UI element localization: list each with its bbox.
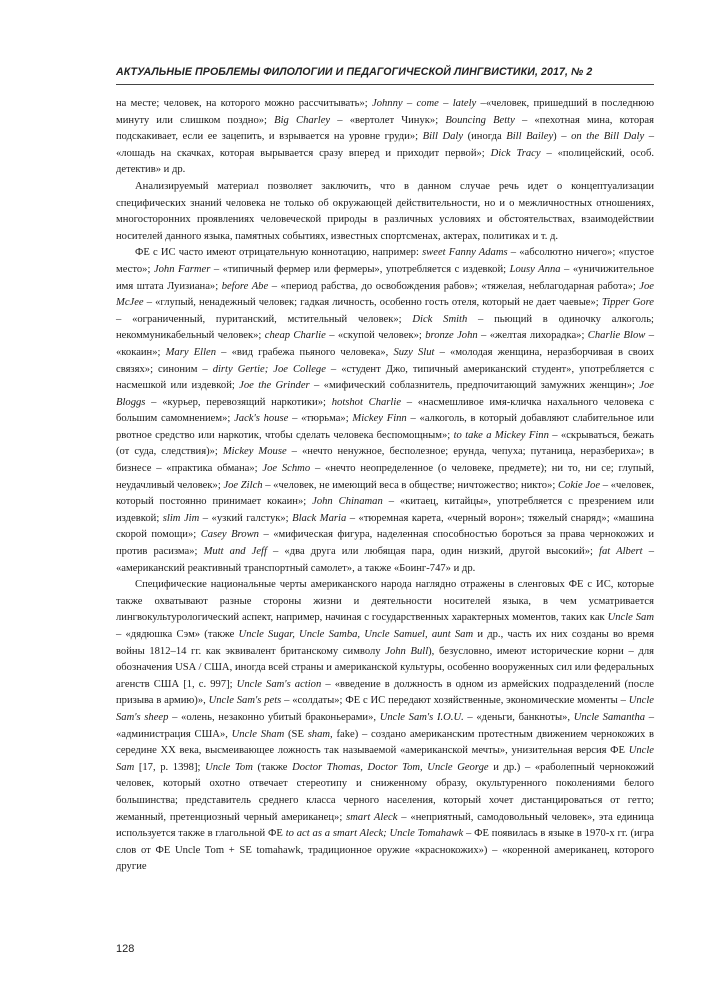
body-paragraph [116, 577, 654, 876]
italic-phrase: Mickey Mouse [222, 446, 287, 458]
page-number: 128 [116, 943, 135, 955]
italic-phrase: slim Jim [162, 512, 200, 524]
text-run: – «китаец, китайцы», употребляется с презрением или издевкой; [116, 496, 654, 524]
italic-phrase: Uncle Sam [607, 612, 654, 624]
italic-phrase: Uncle Sugar, Uncle Samba, Uncle Samuel, aunt Sam [238, 629, 474, 640]
text-run: – «деньги, банкноты», [463, 711, 574, 723]
text-run: – «администрация США», [116, 711, 655, 740]
text-run: (также [252, 761, 293, 773]
text-run: – «период рабства, до освобождения рабов»; «тяжелая, неблагодарная работа»; [268, 280, 640, 292]
text-run: – ФЕ появилась в языке в 1970-х гг. (игра слов от ФЕ Uncle Tom + SE tomahawk, традиционное оружие «краснокожих») – «коренной американец, которого другие [116, 828, 654, 873]
text-run: – «введение в должность в одном из армейских подразделений (после призыва в армию)», [116, 678, 654, 707]
italic-phrase: on the Bill Daly [571, 131, 645, 143]
italic-phrase: Doctor Thomas, Doctor Tom, Uncle George [292, 761, 489, 773]
italic-phrase: Casey Brown [200, 529, 259, 541]
text-run: – «вертолет Чинук»; [330, 114, 446, 126]
text-run: – «вид грабежа пьяного человека», [216, 346, 394, 358]
italic-phrase: hotshot Charlie [331, 396, 402, 408]
text-run: – «человек, который постоянно принимает кокаин»; [116, 479, 654, 508]
text-run: – пьющий в одиночку алкоголь; некоммуникабельный человек»; [116, 313, 654, 342]
text-run: – «глупый, ненадежный человек; гадкая личность, особенно гость отеля, который не дает чаевые»; [143, 297, 602, 309]
text-run: – «типичный фермер или фермеры», употребляется с издевкой; [210, 263, 510, 275]
text-run: – «ограниченный, пуританский, мстительный человек»; [116, 313, 413, 325]
text-run: – «уничижительное имя штата Луизиана»; [116, 263, 655, 292]
italic-phrase: fat Albert [599, 546, 643, 558]
italic-phrase: Suzy Slut [393, 346, 435, 358]
text-run: – «американский реактивный транспортный самолет», а также «Боинг-747» и др. [116, 546, 654, 574]
italic-phrase: Johnny – come – lately [372, 98, 477, 109]
italic-phrase: Tipper Gore [601, 297, 655, 309]
italic-phrase: Uncle Sam's action [236, 678, 322, 690]
italic-phrase: Uncle Sam [116, 745, 654, 773]
italic-phrase: bronze John [425, 330, 478, 342]
text-run: – «узкий галстук»; [199, 512, 293, 524]
italic-phrase: Lousy Anna [509, 263, 561, 275]
text-run: – «нечто неопределенное (о человеке, предмете); ни то, ни се; глупый, неудачливый человек»; [116, 463, 655, 491]
italic-phrase: Uncle Samantha [573, 711, 646, 723]
header-rule [116, 84, 654, 85]
italic-phrase: Mutt and Jeff [203, 546, 267, 558]
italic-phrase: to act as a smart Aleck; Uncle Tomahawk [285, 828, 464, 840]
text-run: и др.) – «раболепный чернокожий человек, который охотно отвечает стереотипу и сниженному образу, окультуренного поколениями белого большинства; представитель среднего класса черного населения, который хочет дистанцироваться от гетто; жеманный, претенциозный черный американец»; [116, 761, 655, 823]
text-run: – «неприятный, самодовольный человек», эта единица используется также в глагольной ФЕ [116, 811, 654, 840]
text-run: – «молодая женщина, неразборчивая в своих связях»; синоним – [116, 346, 654, 375]
text-run: – «алкоголь, в который добавляют слабительное или рвотное средство или наркотик, чтобы сделать человека беспомощным»; [116, 413, 654, 441]
text-run: – «насмешливое имя-кличка нахального человека с большим самомнением»; [116, 396, 654, 425]
italic-phrase: Uncle Sam's pets [208, 695, 282, 707]
text-run: – «тюремная карета, «черный ворон»; тяжелый снаряд»; «машина скорой помощи»; [116, 512, 654, 541]
text-run: ), безусловно, имеют исторические корни – для обозначения USA / США, иногда всей страны и американской культуры, особенно вооруженных сил или федеральных агенств США [1, с. 997]; [116, 645, 654, 690]
italic-phrase: John Bull [385, 645, 429, 657]
text-run: – «абсолютно ничего»; «пустое место»; [116, 247, 655, 275]
text-run: – «олень, незаконно убитый браконьерами», [168, 711, 380, 723]
article-body [116, 96, 654, 876]
italic-phrase: to take a Mickey Finn [453, 429, 549, 441]
italic-phrase: dirty Gertie; Joe College [212, 363, 326, 375]
italic-phrase: Black Maria [292, 512, 347, 524]
text-run: – «два друга или любящая пара, один низкий, другой высокий»; [266, 546, 600, 558]
body-paragraph [116, 96, 654, 179]
text-run: –«человек, пришедший в последнюю минуту или слишком поздно»; [116, 98, 655, 126]
italic-phrase: Joe Schmo [262, 463, 311, 475]
italic-phrase: Cokie Joe [557, 479, 601, 491]
text-run: – «полицейский, особ. детектив» и др. [116, 147, 654, 176]
text-run: на месте; человек, на которого можно рассчитывать»; [116, 98, 372, 109]
text-run: fake) – создано американским протестным движением чернокожих в середине XX века, высмеивающее ложность так называемой «американской мечты», унизительная версия ФЕ [116, 728, 655, 757]
text-run: – «человек, не имеющий веса в обществе; ничтожество; никто»; [262, 479, 558, 491]
text-run: – «кокаин»; [116, 330, 655, 358]
italic-phrase: Bouncing Betty [445, 114, 515, 126]
italic-phrase: Big Charley [274, 114, 331, 126]
text-run: – «солдаты»; ФЕ с ИС передают хозяйственные, экономические моменты – [281, 695, 629, 707]
italic-phrase: Uncle Sham [231, 728, 285, 740]
text-run: – «нечто ненужное, бесполезное; ерунда, чепуха; путаница, неразбериха»; в бизнесе – «практика обмана»; [116, 446, 654, 475]
text-run: Специфические национальные черты американского народа наглядно отражены в сленговых ФЕ с ИС, которые также охватывают разные стороны жизни и деятельности носителей языка, в чем усматривается лингвокультурологический аспект, например, начиная с государственных характерных моментов, таких как [116, 579, 654, 624]
text-run: ) – [553, 131, 572, 143]
text-run: – «дядюшка Сэм» (также [116, 629, 239, 640]
italic-phrase: Uncle Sam's sheep [116, 695, 654, 723]
text-run: (иногда [463, 131, 507, 143]
italic-phrase: John Farmer [153, 263, 211, 275]
text-run: – «тюрьма»; [288, 413, 353, 425]
text-run: [17, p. 1398]; [134, 761, 206, 773]
italic-phrase: Charlie Blow [587, 330, 646, 342]
italic-phrase: Joe the Grinder [239, 380, 310, 392]
text-run: – «мифический соблазнитель, предпочитающий замужних женщин»; [309, 380, 640, 392]
italic-phrase: John Chinaman [312, 496, 383, 508]
text-run: Анализируемый материал позволяет заключить, что в данном случае речь идет о концептуализации специфических знаний человека не только об окружающей действительности, но и о межличностных отношениях, многосторонних проявлениях человеческой природы в различных условиях и обстоятельствах, взаимодействии носителей данного языка, памятных событиях, известных спортсменах, актерах, политиках и т. д. [116, 180, 654, 242]
text-run: (SE [284, 728, 308, 740]
body-paragraph [116, 245, 654, 577]
italic-phrase: Bill Bailey [506, 131, 554, 143]
text-run: – «пехотная мина, которая подскакивает, если ее зацепить, и взрывается на уровне груди»; [116, 114, 654, 143]
italic-phrase: Mary Ellen [165, 346, 217, 358]
text-run: – «скрываться, бежать (от суда, следствия)»; [116, 429, 654, 458]
text-run: – «желтая лихорадка»; [477, 330, 588, 342]
journal-running-header: АКТУАЛЬНЫЕ ПРОБЛЕМЫ ФИЛОЛОГИИ И ПЕДАГОГИЧЕСКОЙ ЛИНГВИСТИКИ, 2017, № 2 [116, 66, 593, 78]
italic-phrase: Dick Smith [412, 313, 468, 325]
text-run: – «лошадь на скачках, которая вырывается сразу вперед и приходит первой»; [116, 131, 655, 159]
text-run: – «скупой человек»; [325, 330, 426, 342]
italic-phrase: smart Aleck [346, 811, 398, 823]
text-run: – «студент Джо, типичный американский студент», употребляется с насмешкой или издевкой; [116, 363, 654, 392]
italic-phrase: before Abe [221, 280, 269, 292]
text-run: ФЕ с ИС часто имеют отрицательную коннотацию, например: [135, 247, 423, 259]
italic-phrase: Jack's house [234, 413, 289, 425]
italic-phrase: Dick Tracy [490, 147, 541, 159]
italic-phrase: Mickey Finn [352, 413, 407, 425]
italic-phrase: Joe McJee [116, 280, 654, 309]
italic-phrase: Uncle Tom [205, 761, 253, 773]
italic-phrase: Joe Bloggs [116, 380, 654, 408]
italic-phrase: cheap Charlie [264, 330, 326, 342]
body-paragraph [116, 179, 654, 245]
italic-phrase: sweet Fanny Adams [422, 247, 508, 259]
text-run: и др., часть их них созданы во время войны 1812–14 гг. как эквивалент британскому символу [116, 629, 654, 657]
italic-phrase: Joe Zilch [223, 479, 263, 491]
text-run: – «мифическая фигура, наделенная способностью бороться за права чернокожих и против расизма»; [116, 529, 654, 558]
italic-phrase: Bill Daly [422, 131, 464, 143]
text-run: – «курьер, перевозящий наркотики»; [145, 396, 332, 408]
italic-phrase: sham, [307, 728, 333, 740]
italic-phrase: Uncle Sam's I.O.U. [379, 711, 464, 723]
